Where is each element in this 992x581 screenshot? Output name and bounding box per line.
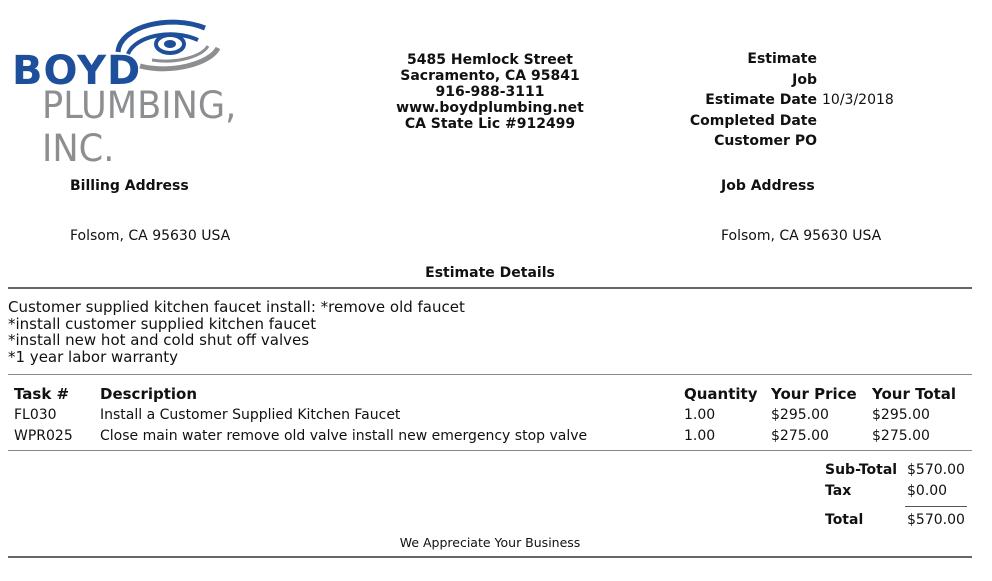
subtotal-value: $570.00 [907, 462, 965, 478]
billing-address-label: Billing Address [70, 178, 189, 194]
table-bottom-divider [8, 450, 972, 451]
tax-label: Tax [825, 483, 852, 499]
cell-description: Install a Customer Supplied Kitchen Faucet [100, 406, 401, 423]
logo-text-bottom: PLUMBING, INC. [42, 84, 237, 170]
company-street: 5485 Hemlock Street [407, 52, 573, 68]
cell-price: $295.00 [771, 406, 829, 423]
cell-quantity: 1.00 [684, 406, 716, 423]
table-row [10, 425, 972, 446]
job-label: Job [792, 71, 817, 88]
subtotal-label: Sub-Total [825, 462, 898, 478]
cell-task: WPR025 [14, 427, 73, 444]
job-address-city: Folsom, CA 95630 USA [721, 228, 882, 244]
line-items-table [10, 384, 972, 446]
tax-value: $0.00 [907, 483, 948, 499]
company-info [375, 52, 605, 132]
details-divider [8, 287, 972, 289]
completed-date-label: Completed Date [689, 112, 817, 129]
header-quantity: Quantity [684, 385, 758, 403]
company-logo [10, 14, 320, 170]
cell-quantity: 1.00 [684, 427, 716, 444]
details-line: *1 year labor warranty [8, 347, 179, 366]
estimate-meta-values [822, 49, 942, 111]
cell-description: Close main water remove old valve install new emergency stop valve [100, 427, 588, 444]
total-value: $570.00 [907, 512, 965, 528]
customer-po-label: Customer PO [714, 133, 817, 150]
company-website: www.boydplumbing.net [396, 100, 584, 116]
cell-task: FL030 [14, 406, 57, 423]
cell-total: $295.00 [872, 406, 930, 423]
table-header-row [10, 384, 972, 404]
details-line: Customer supplied kitchen faucet install: *remove old faucet [8, 298, 465, 316]
header-total: Your Total [872, 385, 957, 403]
billing-address-city: Folsom, CA 95630 USA [70, 228, 231, 244]
estimate-details-text [8, 299, 465, 365]
footer-message: We Appreciate Your Business [399, 535, 581, 550]
details-line: *install new hot and cold shut off valves [8, 331, 310, 349]
header-description: Description [100, 385, 198, 403]
header-price: Your Price [771, 385, 857, 403]
company-phone: 916-988-3111 [435, 84, 545, 100]
estimate-label: Estimate [747, 51, 817, 67]
estimate-date-value: 10/3/2018 [822, 92, 894, 109]
estimate-meta-labels [640, 49, 817, 152]
table-top-divider [8, 374, 972, 375]
total-label: Total [825, 512, 864, 528]
logo-text-top: BOYD [12, 48, 142, 94]
estimate-details-heading: Estimate Details [425, 265, 555, 281]
details-line: *install customer supplied kitchen faucet [8, 314, 317, 333]
company-license: CA State Lic #912499 [404, 116, 576, 132]
table-row [10, 404, 972, 425]
footer-divider [8, 556, 972, 558]
cell-price: $275.00 [771, 427, 829, 444]
job-address-label: Job Address [721, 178, 815, 194]
header-task: Task # [14, 385, 70, 403]
company-city: Sacramento, CA 95841 [400, 68, 580, 84]
estimate-date-label: Estimate Date [705, 92, 817, 109]
cell-total: $275.00 [872, 427, 930, 444]
totals-divider [905, 506, 967, 507]
